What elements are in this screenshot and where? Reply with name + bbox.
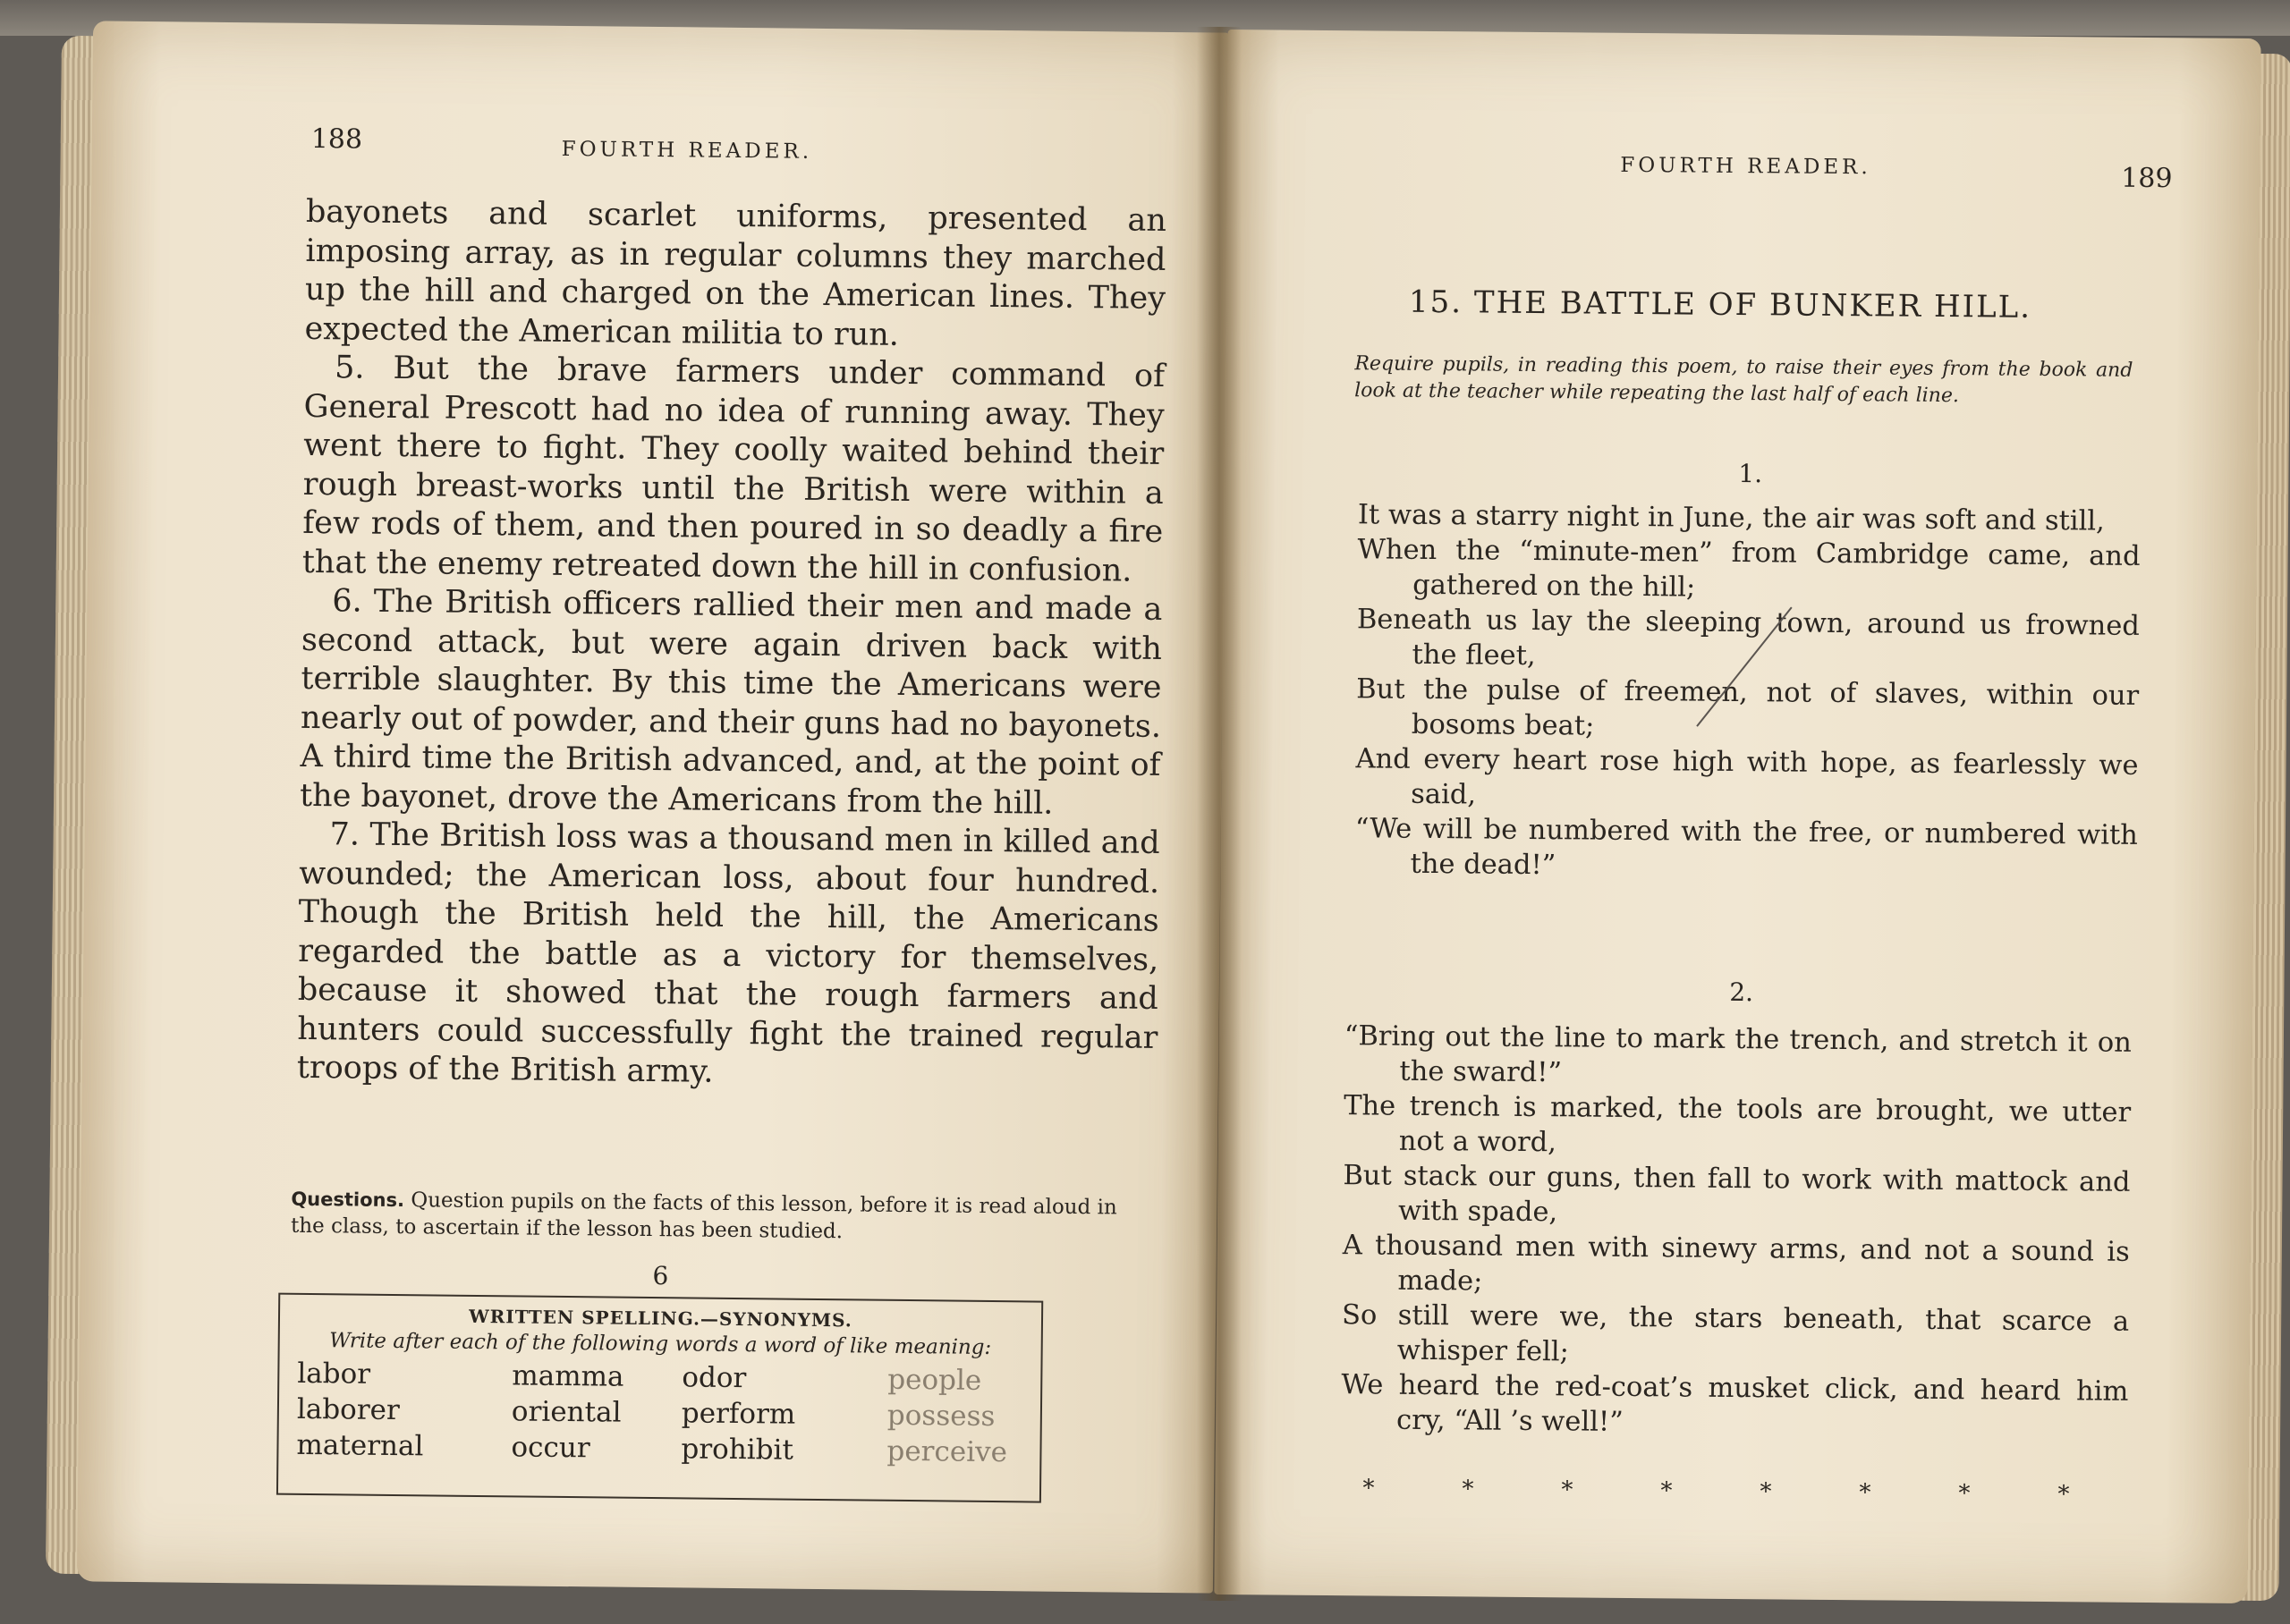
poem-line: Beneath us lay the sleeping town, around us frowned the fleet, <box>1356 604 2141 672</box>
spelling-word: mamma <box>512 1359 624 1393</box>
spelling-box-title: WRITTEN SPELLING.—SYNONYMS. <box>469 1305 852 1332</box>
spelling-word: people <box>887 1363 982 1397</box>
questions-label: Questions. <box>291 1188 405 1212</box>
poem-line: A thousand men with sinewy arms, and not a sound is made; <box>1342 1230 2130 1298</box>
spelling-word: maternal <box>296 1428 424 1463</box>
star-ornament: * <box>1462 1476 1474 1503</box>
spelling-word: labor <box>297 1357 371 1391</box>
left-prose <box>297 193 1166 1097</box>
spelling-box <box>276 1293 1043 1503</box>
star-ornament: * <box>1561 1476 1573 1504</box>
star-ornament: * <box>1362 1475 1375 1502</box>
spelling-box-instruction: Write after each of the following words a word of like meaning: <box>329 1329 992 1359</box>
spelling-word-grid <box>296 1356 1022 1470</box>
paragraph-5: 5. But the brave farmers under command of General Prescott had no idea of running away. They went there to fight. They coolly waited behind their rough breast-works until the British were within a few rods of them, and then poured in so deadly a fire that the enemy retreated down the hill in confusion. <box>301 350 1166 589</box>
spelling-word: occur <box>511 1431 590 1465</box>
paragraph-7: 7. The British loss was a thousand men in killed and wounded; the American loss, about four hundred. Though the British held the hill, the Americans regarded the battle as a victory for themselves, because it showed that the rough farmers and hunters could successfully fight the trained regular troops of the British army. <box>296 816 1160 1090</box>
stanza-1-number: 1. <box>1738 458 1763 489</box>
spelling-word: oriental <box>511 1395 622 1429</box>
stanza-2 <box>1341 1019 2132 1444</box>
spelling-word: possess <box>886 1399 996 1434</box>
star-ornament: * <box>1859 1479 1871 1507</box>
book-spine <box>1197 27 1242 1601</box>
poem-line: When the “minute-men” from Cambridge came, and gathered on the hill; <box>1357 534 2141 604</box>
spelling-word: perform <box>681 1397 796 1431</box>
running-head-left: FOURTH READER. <box>561 137 813 164</box>
page-number-right: 189 <box>2121 162 2173 195</box>
page-number-left: 188 <box>310 123 363 156</box>
star-ornament: * <box>1660 1477 1673 1505</box>
star-ornament: * <box>1958 1480 1971 1508</box>
left-page <box>77 21 1229 1593</box>
star-ornament: * <box>1760 1478 1772 1506</box>
poem-line: So still were we, the stars beneath, that scarce a whisper fell; <box>1341 1299 2130 1368</box>
stanza-1 <box>1354 497 2141 888</box>
star-ornament: * <box>2057 1481 2070 1509</box>
questions-note <box>291 1186 1150 1248</box>
spelling-word: laborer <box>296 1392 400 1427</box>
section-stars <box>1362 1475 2069 1508</box>
spelling-word: odor <box>682 1361 747 1395</box>
poem-line: “We will be numbered with the free, or numbered with the dead!” <box>1354 813 2138 882</box>
running-head-right: FOURTH READER. <box>1620 153 1871 180</box>
spelling-word: perceive <box>886 1434 1008 1469</box>
poem-line: The trench is marked, the tools are brought, we utter not a word, <box>1344 1090 2132 1159</box>
poem-line: We heard the red-coat’s musket click, and heard him cry, “All ’s well!” <box>1341 1369 2129 1438</box>
right-page <box>1214 30 2260 1603</box>
paragraph-continued: bayonets and scarlet uniforms, presented an imposing array, as in regular columns they marched up the hill and charged on the American lines. They expected the American militia to run. <box>304 193 1167 353</box>
poem-line: And every heart rose high with hope, as fearlessly we said, <box>1355 743 2139 811</box>
stanza-2-number: 2. <box>1729 977 1754 1008</box>
poem-line: But stack our guns, then fall to work with mattock and with spade, <box>1343 1160 2131 1229</box>
poem-line: “Bring out the line to mark the trench, and stretch it on the sward!” <box>1344 1020 2132 1089</box>
spelling-word: prohibit <box>681 1433 794 1467</box>
questions-text: Question pupils on the facts of this lesson, before it is read aloud in the class, to ascertain if the lesson has been studied. <box>290 1188 1117 1244</box>
poem-line: But the pulse of freemen, not of slaves, within our bosoms beat; <box>1356 673 2140 742</box>
footer-number: 6 <box>652 1261 669 1291</box>
poem-line: It was a starry night in June, the air was soft and still, <box>1357 499 2105 537</box>
reading-directions: Require pupils, in reading this poem, to raise their eyes from the book and look at the teacher while repeating the last half of each line. <box>1354 352 2133 408</box>
lesson-title: 15. THE BATTLE OF BUNKER HILL. <box>1408 283 2032 326</box>
paragraph-6: 6. The British officers rallied their men and made a second attack, but were again driven back with terrible slaughter. By this time the Americans were nearly out of powder, and their guns had no bayonets. A third time the British advanced, and, at the point of the bayonet, drove the Americans from the hill. <box>299 583 1163 822</box>
